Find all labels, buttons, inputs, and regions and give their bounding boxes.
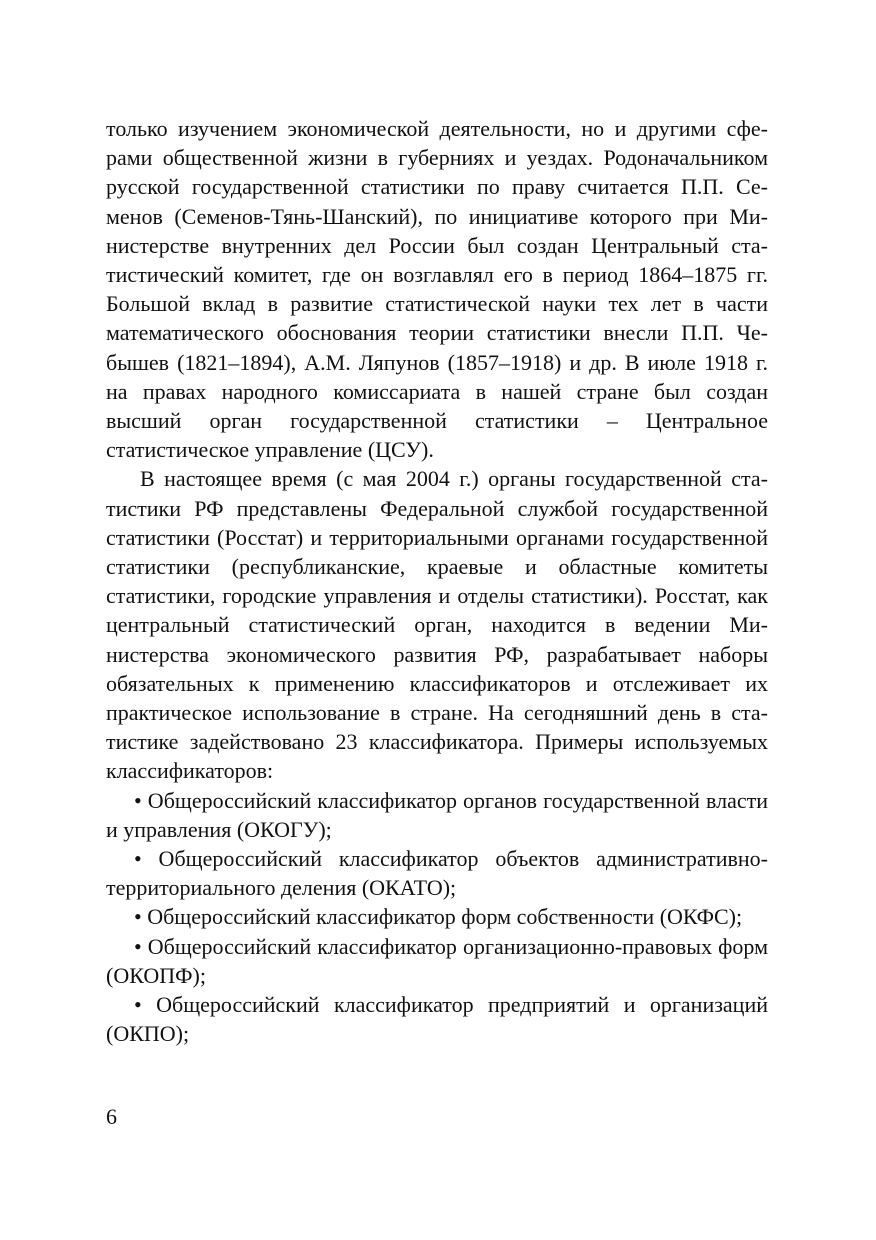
list-item: • Общероссийский классификатор организационно-правовых форм (ОКОПФ);	[106, 933, 768, 988]
paragraph-continuation: только изучением экономической деятельности, но и другими сферами общественной жизни в губерниях и уездах. Родоначальником русской государственной статистики по праву считается П.П. Семенов (Семенов-Тянь-Шанский), по инициативе которого при Министерстве внутренних дел России был создан Центральный статистический комитет, где он возглавлял его в период 1864–1875 гг. Большой вклад в развитие статистической науки тех лет в части математического обоснования теории статистики внесли П.П. Чебышев (1821–1894), А.М. Ляпунов (1857–1918) и др. В июле 1918 г. на правах народного комиссариата в нашей стране был создан высший орган государственной статистики – Центральное статистическое управление (ЦСУ).	[106, 116, 768, 463]
classifier-list	[106, 786, 768, 1049]
list-item: • Общероссийский классификатор объектов административно-территориального деления (ОКАТО);	[106, 846, 768, 901]
list-item: • Общероссийский классификатор предприятий и организаций (ОКПО);	[106, 992, 768, 1047]
paragraph-rosstat: В настоящее время (с мая 2004 г.) органы государственной статистики РФ представлены Федеральной службой государственной статистики (Росстат) и территориальными органами государственной статистики (республиканские, краевые и областные комитеты статистики, городские управления и отделы статистики). Росстат, как центральный статистический орган, находится в ведении Министерства экономического развития РФ, разрабатывает наборы обязательных к применению классификаторов и отслеживает их практическое использование в стране. На сегодняшний день в статистике задействовано 23 классификатора. Примеры используемых классификаторов:	[106, 466, 768, 784]
body-text	[106, 114, 768, 1049]
list-item: • Общероссийский классификатор форм собственности (ОКФС);	[134, 904, 743, 930]
page-number: 6	[106, 1104, 117, 1129]
list-item: • Общероссийский классификатор органов государственной власти и управления (ОКОГУ);	[106, 787, 768, 842]
